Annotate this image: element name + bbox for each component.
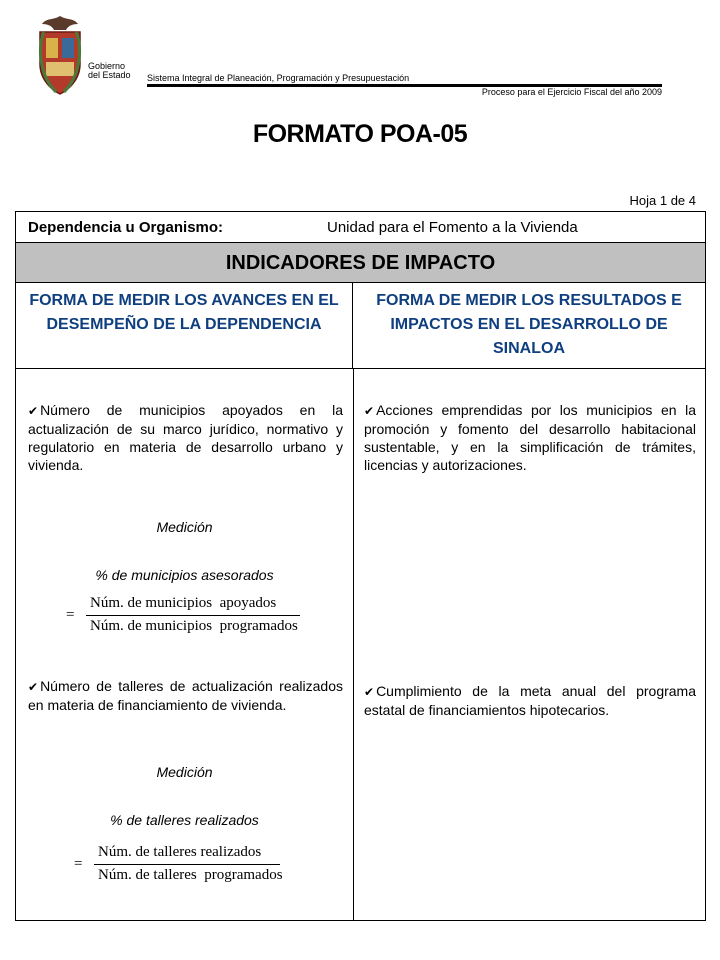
dependency-row [16, 212, 705, 243]
system-name: Sistema Integral de Planeación, Programación y Presupuestación [147, 73, 410, 83]
government-line2: del Estado [88, 70, 131, 80]
formula-1-numerator: Núm. de municipios apoyados [90, 595, 277, 611]
dependency-value: Unidad para el Fomento a la Vivienda [327, 219, 578, 236]
column-divider [353, 369, 354, 921]
government-label [88, 62, 131, 80]
medicion-label-2: Medición [156, 764, 213, 780]
section-title: INDICADORES DE IMPACTO [16, 243, 705, 283]
checkmark-icon: ✔ [364, 404, 375, 418]
formula-2-equals: = [74, 856, 83, 872]
right-column-header: FORMA DE MEDIR LOS RESULTADOS E IMPACTOS EN EL DESARROLLO DE SINALOA [353, 283, 705, 369]
formula-1-denominator: Núm. de municipios programados [90, 618, 298, 634]
coat-of-arms-icon [34, 14, 86, 96]
formula-2-bar [94, 864, 280, 865]
right-item-2 [364, 682, 696, 719]
left-item-1-text: Número de municipios apoyados en la actualización de su marco jurídico, normativo y regulatorio en materia de desarrollo urbano y vivienda. [28, 402, 343, 473]
indicators-table [15, 211, 706, 921]
right-item-1-text: Acciones emprendidas por los municipios en la promoción y fomento del desarrollo habitacional sustentable, y en la simplificación de trámites, licencias y autorizaciones. [364, 402, 696, 473]
government-line1: Gobierno [88, 61, 126, 71]
formula-1-bar [86, 615, 300, 616]
left-item-2 [28, 677, 343, 714]
checkmark-icon: ✔ [28, 404, 39, 418]
process-label: Proceso para el Ejercicio Fiscal del año 2009 [481, 87, 662, 97]
indicator-label-2: % de talleres realizados [110, 812, 259, 828]
page-title: FORMATO POA-05 [252, 120, 468, 148]
formula-2 [74, 844, 304, 888]
checkmark-icon: ✔ [364, 685, 375, 699]
formula-1-equals: = [66, 607, 75, 623]
indicator-label-1: % de municipios asesorados [95, 567, 274, 583]
right-item-1 [364, 401, 696, 474]
page-number: Hoja 1 de 4 [629, 193, 696, 208]
formula-2-denominator: Núm. de talleres programados [98, 867, 283, 883]
left-item-2-text: Número de talleres de actualización realizados en materia de financiamiento de vivienda. [28, 678, 343, 713]
dependency-label: Dependencia u Organismo: [28, 219, 224, 236]
formula-2-numerator: Núm. de talleres realizados [98, 844, 262, 860]
right-item-2-text: Cumplimiento de la meta anual del programa estatal de financiamientos hipotecarios. [364, 683, 696, 718]
formula-1 [66, 595, 306, 639]
checkmark-icon: ✔ [28, 680, 39, 694]
medicion-label-1: Medición [156, 519, 213, 535]
left-item-1 [28, 401, 343, 474]
left-column-header: FORMA DE MEDIR LOS AVANCES EN EL DESEMPEÑO DE LA DEPENDENCIA [16, 283, 353, 369]
